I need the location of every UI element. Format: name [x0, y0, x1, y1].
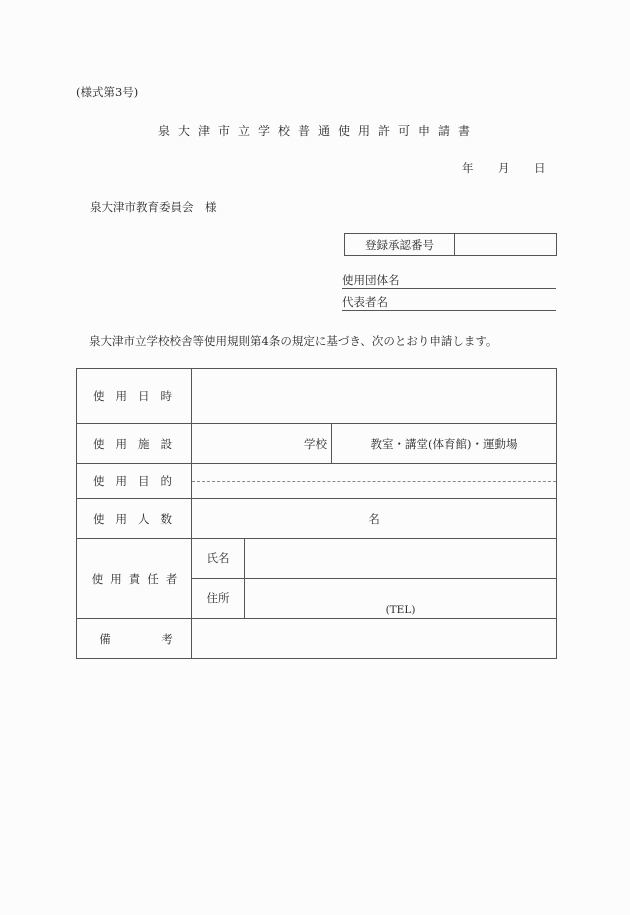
- purpose-field[interactable]: [192, 464, 556, 498]
- date-month-label: 月: [498, 161, 510, 175]
- name-label: 氏名: [192, 539, 245, 578]
- row-responsible: [77, 539, 556, 619]
- group-name-label: 使用団体名: [342, 273, 400, 287]
- registration-number-field[interactable]: [455, 234, 556, 255]
- registration-number-label: 登録承認番号: [345, 234, 455, 255]
- facility-label: 使用施設: [77, 424, 192, 463]
- responsible-address-row: [192, 579, 556, 619]
- document-title: 泉大津市立学校普通使用許可申請書: [157, 124, 478, 138]
- datetime-field[interactable]: [192, 369, 556, 423]
- headcount-label: 使用人数: [77, 499, 192, 538]
- purpose-label: 使用目的: [77, 464, 192, 498]
- date-year-label: 年: [462, 161, 474, 175]
- registration-number-box: [344, 233, 557, 256]
- representative-label: 代表者名: [342, 295, 388, 309]
- responsible-label: 使用責任者: [77, 539, 192, 618]
- row-purpose: [77, 464, 556, 499]
- tel-label: (TEL): [385, 604, 416, 616]
- date-day-label: 日: [534, 161, 546, 175]
- addressee: 泉大津市教育委員会 様: [90, 200, 217, 214]
- responsible-name-field[interactable]: [245, 539, 556, 578]
- remarks-field[interactable]: [192, 619, 556, 658]
- dashed-divider: [192, 481, 556, 482]
- group-name-field[interactable]: [342, 272, 556, 289]
- row-datetime: [77, 369, 556, 424]
- facility-field: [192, 424, 556, 463]
- responsible-address-field[interactable]: [245, 579, 556, 619]
- row-remarks: [77, 619, 556, 658]
- intro-text: 泉大津市立学校校舎等使用規則第4条の規定に基づき、次のとおり申請します。: [89, 334, 498, 348]
- facility-options[interactable]: 教室・講堂(体育館)・運動場: [370, 436, 518, 451]
- remarks-label: 備 考: [77, 619, 192, 658]
- representative-field[interactable]: [342, 294, 556, 311]
- responsible-details: [192, 539, 556, 618]
- application-table: [76, 368, 557, 659]
- datetime-label: 使用日時: [77, 369, 192, 423]
- row-facility: [77, 424, 556, 464]
- school-name-field[interactable]: [192, 424, 332, 463]
- row-headcount: [77, 499, 556, 539]
- school-suffix: 学校: [304, 436, 327, 451]
- responsible-name-row: [192, 539, 556, 579]
- headcount-unit: 名: [368, 511, 380, 526]
- form-number: (様式第3号): [76, 85, 139, 99]
- headcount-field[interactable]: [192, 499, 556, 538]
- address-label: 住所: [192, 579, 245, 619]
